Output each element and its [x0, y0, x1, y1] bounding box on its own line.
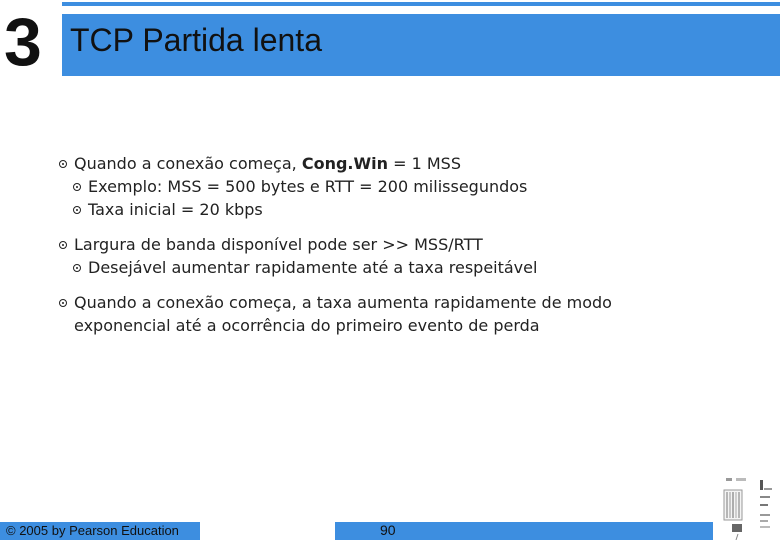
bullet-text: exponencial até a ocorrência do primeiro evento de perda — [74, 316, 540, 335]
bullet-continuation — [56, 314, 756, 337]
bullet-group-1 — [56, 152, 756, 221]
chapter-number: 3 — [4, 4, 42, 80]
sub-bullet-item — [70, 198, 756, 221]
book-cover-image — [716, 470, 780, 540]
bullet-group-3 — [56, 291, 756, 337]
header-accent-line — [62, 2, 780, 6]
bullet-text-prefix: Quando a conexão começa, — [74, 154, 302, 173]
slide-content — [56, 152, 756, 349]
bullet-item — [56, 233, 756, 256]
bullet-text: Quando a conexão começa, a taxa aumenta rapidamente de modo — [74, 293, 612, 312]
bullet-group-2 — [56, 233, 756, 279]
bullet-icon — [59, 241, 67, 249]
bullet-icon — [73, 206, 81, 214]
sub-bullet-text: Taxa inicial = 20 kbps — [88, 200, 263, 219]
sub-bullet-item — [70, 175, 756, 198]
bullet-item — [56, 291, 756, 314]
bullet-text-suffix: = 1 MSS — [388, 154, 461, 173]
bullet-icon — [59, 160, 67, 168]
copyright-text: © 2005 by Pearson Education — [6, 523, 179, 538]
bullet-icon — [73, 264, 81, 272]
bullet-text: Largura de banda disponível pode ser >> MSS/RTT — [74, 235, 483, 254]
sub-bullet-text: Desejável aumentar rapidamente até a taxa respeitável — [88, 258, 538, 277]
bullet-item — [56, 152, 756, 175]
slide-title: TCP Partida lenta — [70, 22, 322, 58]
bullet-icon — [73, 183, 81, 191]
bullet-icon — [59, 299, 67, 307]
bullet-text-bold: Cong.Win — [301, 154, 389, 173]
sub-bullet-text: Exemplo: MSS = 500 bytes e RTT = 200 milissegundos — [88, 177, 528, 196]
page-number: 90 — [380, 522, 396, 538]
sub-bullet-item — [70, 256, 756, 279]
footer-bar-right — [445, 522, 713, 540]
